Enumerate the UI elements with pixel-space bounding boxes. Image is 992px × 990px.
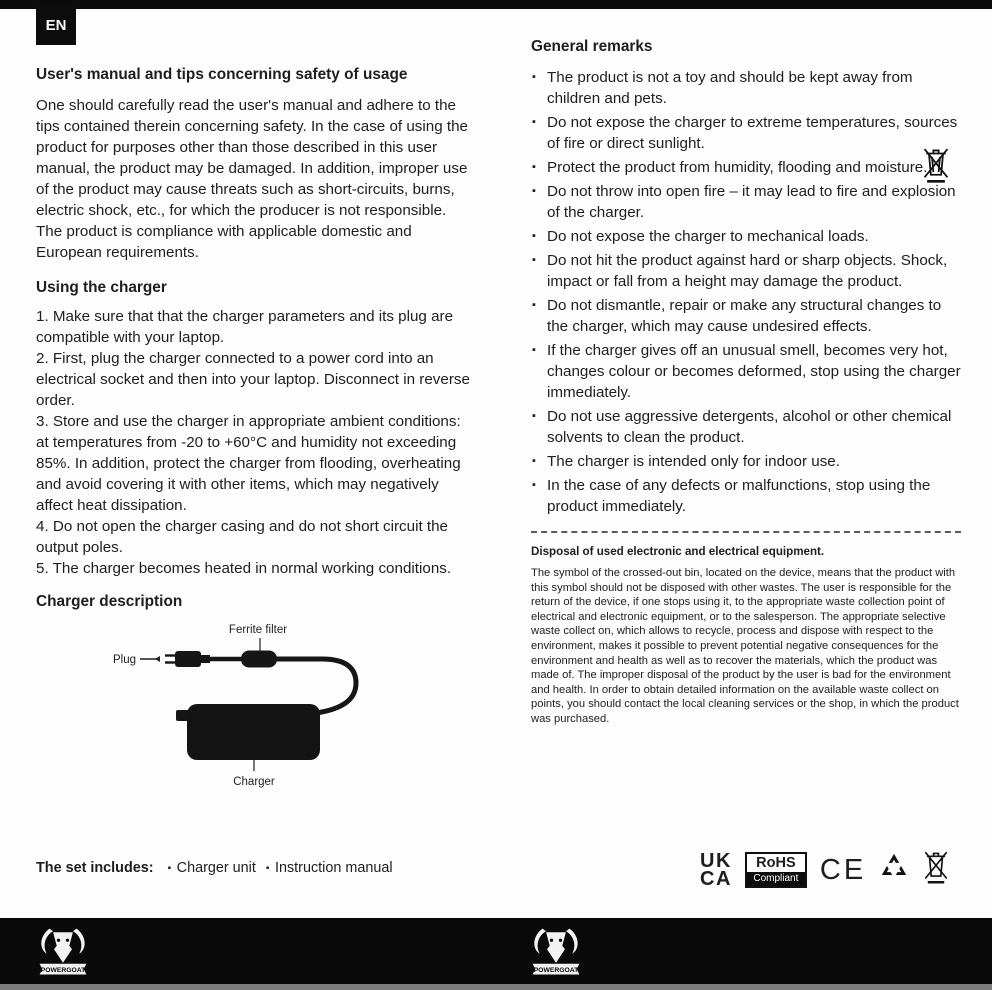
left-column: [36, 64, 474, 802]
remark-item: ▪ Do not hit the product against hard or sharp objects. Shock, impact or fall from a height may damage the product.: [531, 250, 961, 292]
remark-item: ▪ The charger is intended only for indoor use.: [531, 451, 961, 472]
right-column: [531, 36, 961, 727]
plug-icon: [165, 651, 210, 667]
recycle-icon: [879, 852, 909, 888]
general-remarks-heading: General remarks: [531, 38, 653, 55]
rohs-mark: [745, 852, 807, 888]
ukca-line2: CA: [700, 868, 732, 890]
dashed-divider: [531, 531, 961, 533]
powergoat-logo: [36, 923, 90, 987]
ce-mark: CE: [819, 854, 867, 886]
charger-step: 1. Make sure that that the charger parameters and its plug are compatible with your laptop.: [36, 308, 454, 346]
using-charger-heading: Using the charger: [36, 279, 167, 296]
remark-item: ▪ Do not throw into open fire – it may lead to fire and explosion of the charger.: [531, 181, 961, 223]
charger-step: 5. The charger becomes heated in normal working conditions.: [36, 560, 452, 577]
charger-step: 4. Do not open the charger casing and do not short circuit the output poles.: [36, 518, 449, 556]
set-includes-item: ▪ Charger unit: [168, 860, 256, 876]
footer-bar: [0, 918, 992, 984]
ferrite-filter-label: Ferrite filter: [228, 624, 288, 636]
rohs-label: RoHS: [756, 855, 796, 871]
ukca-mark: [700, 852, 732, 888]
remark-item: ▪ Do not dismantle, repair or make any structural changes to the charger, which may cause undesired effects.: [531, 295, 961, 337]
weee-bin-icon: [922, 849, 950, 891]
rohs-compliant-label: Compliant: [747, 872, 805, 886]
remark-item: ▪ Do not expose the charger to mechanical loads.: [531, 226, 961, 247]
set-includes-line: [36, 858, 496, 880]
charger-diagram-drawing: [36, 620, 474, 796]
language-badge: EN: [36, 5, 76, 45]
remark-item: ▪ Do not use aggressive detergents, alcohol or other chemical solvents to clean the product.: [531, 406, 961, 448]
certification-marks: [700, 846, 962, 894]
powergoat-logo-text: POWERGOAT: [533, 967, 579, 975]
remark-item: ▪ The product is not a toy and should be kept away from children and pets.: [531, 67, 961, 109]
remark-item: ▪ Protect the product from humidity, flooding and moisture.: [531, 157, 961, 178]
ukca-line1: UK: [700, 850, 732, 872]
plug-label: Plug: [112, 654, 136, 666]
powergoat-logo-text: POWERGOAT: [40, 967, 86, 975]
set-includes-label: The set includes:: [36, 860, 154, 876]
charger-diagram: [36, 620, 474, 802]
ferrite-filter-icon: [241, 651, 277, 668]
plug-arrow-head: [155, 656, 160, 662]
powergoat-logo: [529, 923, 583, 987]
disposal-heading: Disposal of used electronic and electrical equipment.: [531, 545, 825, 558]
disposal-paragraph: The symbol of the crossed-out bin, located on the device, means that the product with this symbol should not be disposed with other wastes. The user is responsible for the return of the device, if one stops using it, to the appropriate waste collection point of electrical and electronic equipment, or to the salesperson. The appropriate selective waste collect on, which allows to recycle, process and dispose with respect to the environment, makes it possible to prevent potential negative consequences for the environment and health as well as to recover the materials, which the product was made of. The improper disposal of the product by the user is bad for the environment and health. In order to obtain detailed information on the available waste collect on points, you should contact the local cleaning services or the shop, in which the product was purchased.: [531, 567, 959, 725]
set-includes-items: [158, 860, 393, 876]
charger-step: 3. Store and use the charger in appropriate ambient conditions: at temperatures from -20 to +60°C and humidity not exceeding 85%. In addition, protect the charger from flooding, overheating and avoid covering it with other items, which may negatively affect heat dissipation.: [36, 413, 461, 514]
charger-label: Charger: [233, 776, 275, 788]
usage-intro-paragraph: One should carefully read the user's manual and adhere to the tips contained therein concerning safety. In the case of using the product for purposes other than those described in this user manual, the product may be damaged. In addition, improper use of the product may cause threats such as short-circuits, burns, electric shock, etc., for which the producer is not responsible. The product is compliance with applicable domestic and European requirements.: [36, 97, 468, 261]
remark-item: ▪ If the charger gives off an unusual smell, becomes very hot, changes colour or becomes deformed, stop using the charger immediately.: [531, 340, 961, 403]
weee-bin-margin-icon: [921, 146, 951, 190]
usage-heading: User's manual and tips concerning safety of usage: [36, 66, 408, 83]
general-remarks-list: [531, 67, 961, 517]
remark-item: ▪ In the case of any defects or malfunctions, stop using the product immediately.: [531, 475, 961, 517]
charger-icon: [187, 704, 320, 760]
set-includes-item: ▪ Instruction manual: [266, 860, 393, 876]
using-charger-steps: [36, 306, 474, 579]
charger-step: 2. First, plug the charger connected to a power cord into an electrical socket and then into your laptop. Disconnect in reverse order.: [36, 350, 470, 409]
top-border-bar: [0, 0, 992, 9]
charger-description-heading: Charger description: [36, 593, 183, 610]
footer-bottom-strip: [0, 984, 992, 990]
remark-item: ▪ Do not expose the charger to extreme temperatures, sources of fire or direct sunlight.: [531, 112, 961, 154]
